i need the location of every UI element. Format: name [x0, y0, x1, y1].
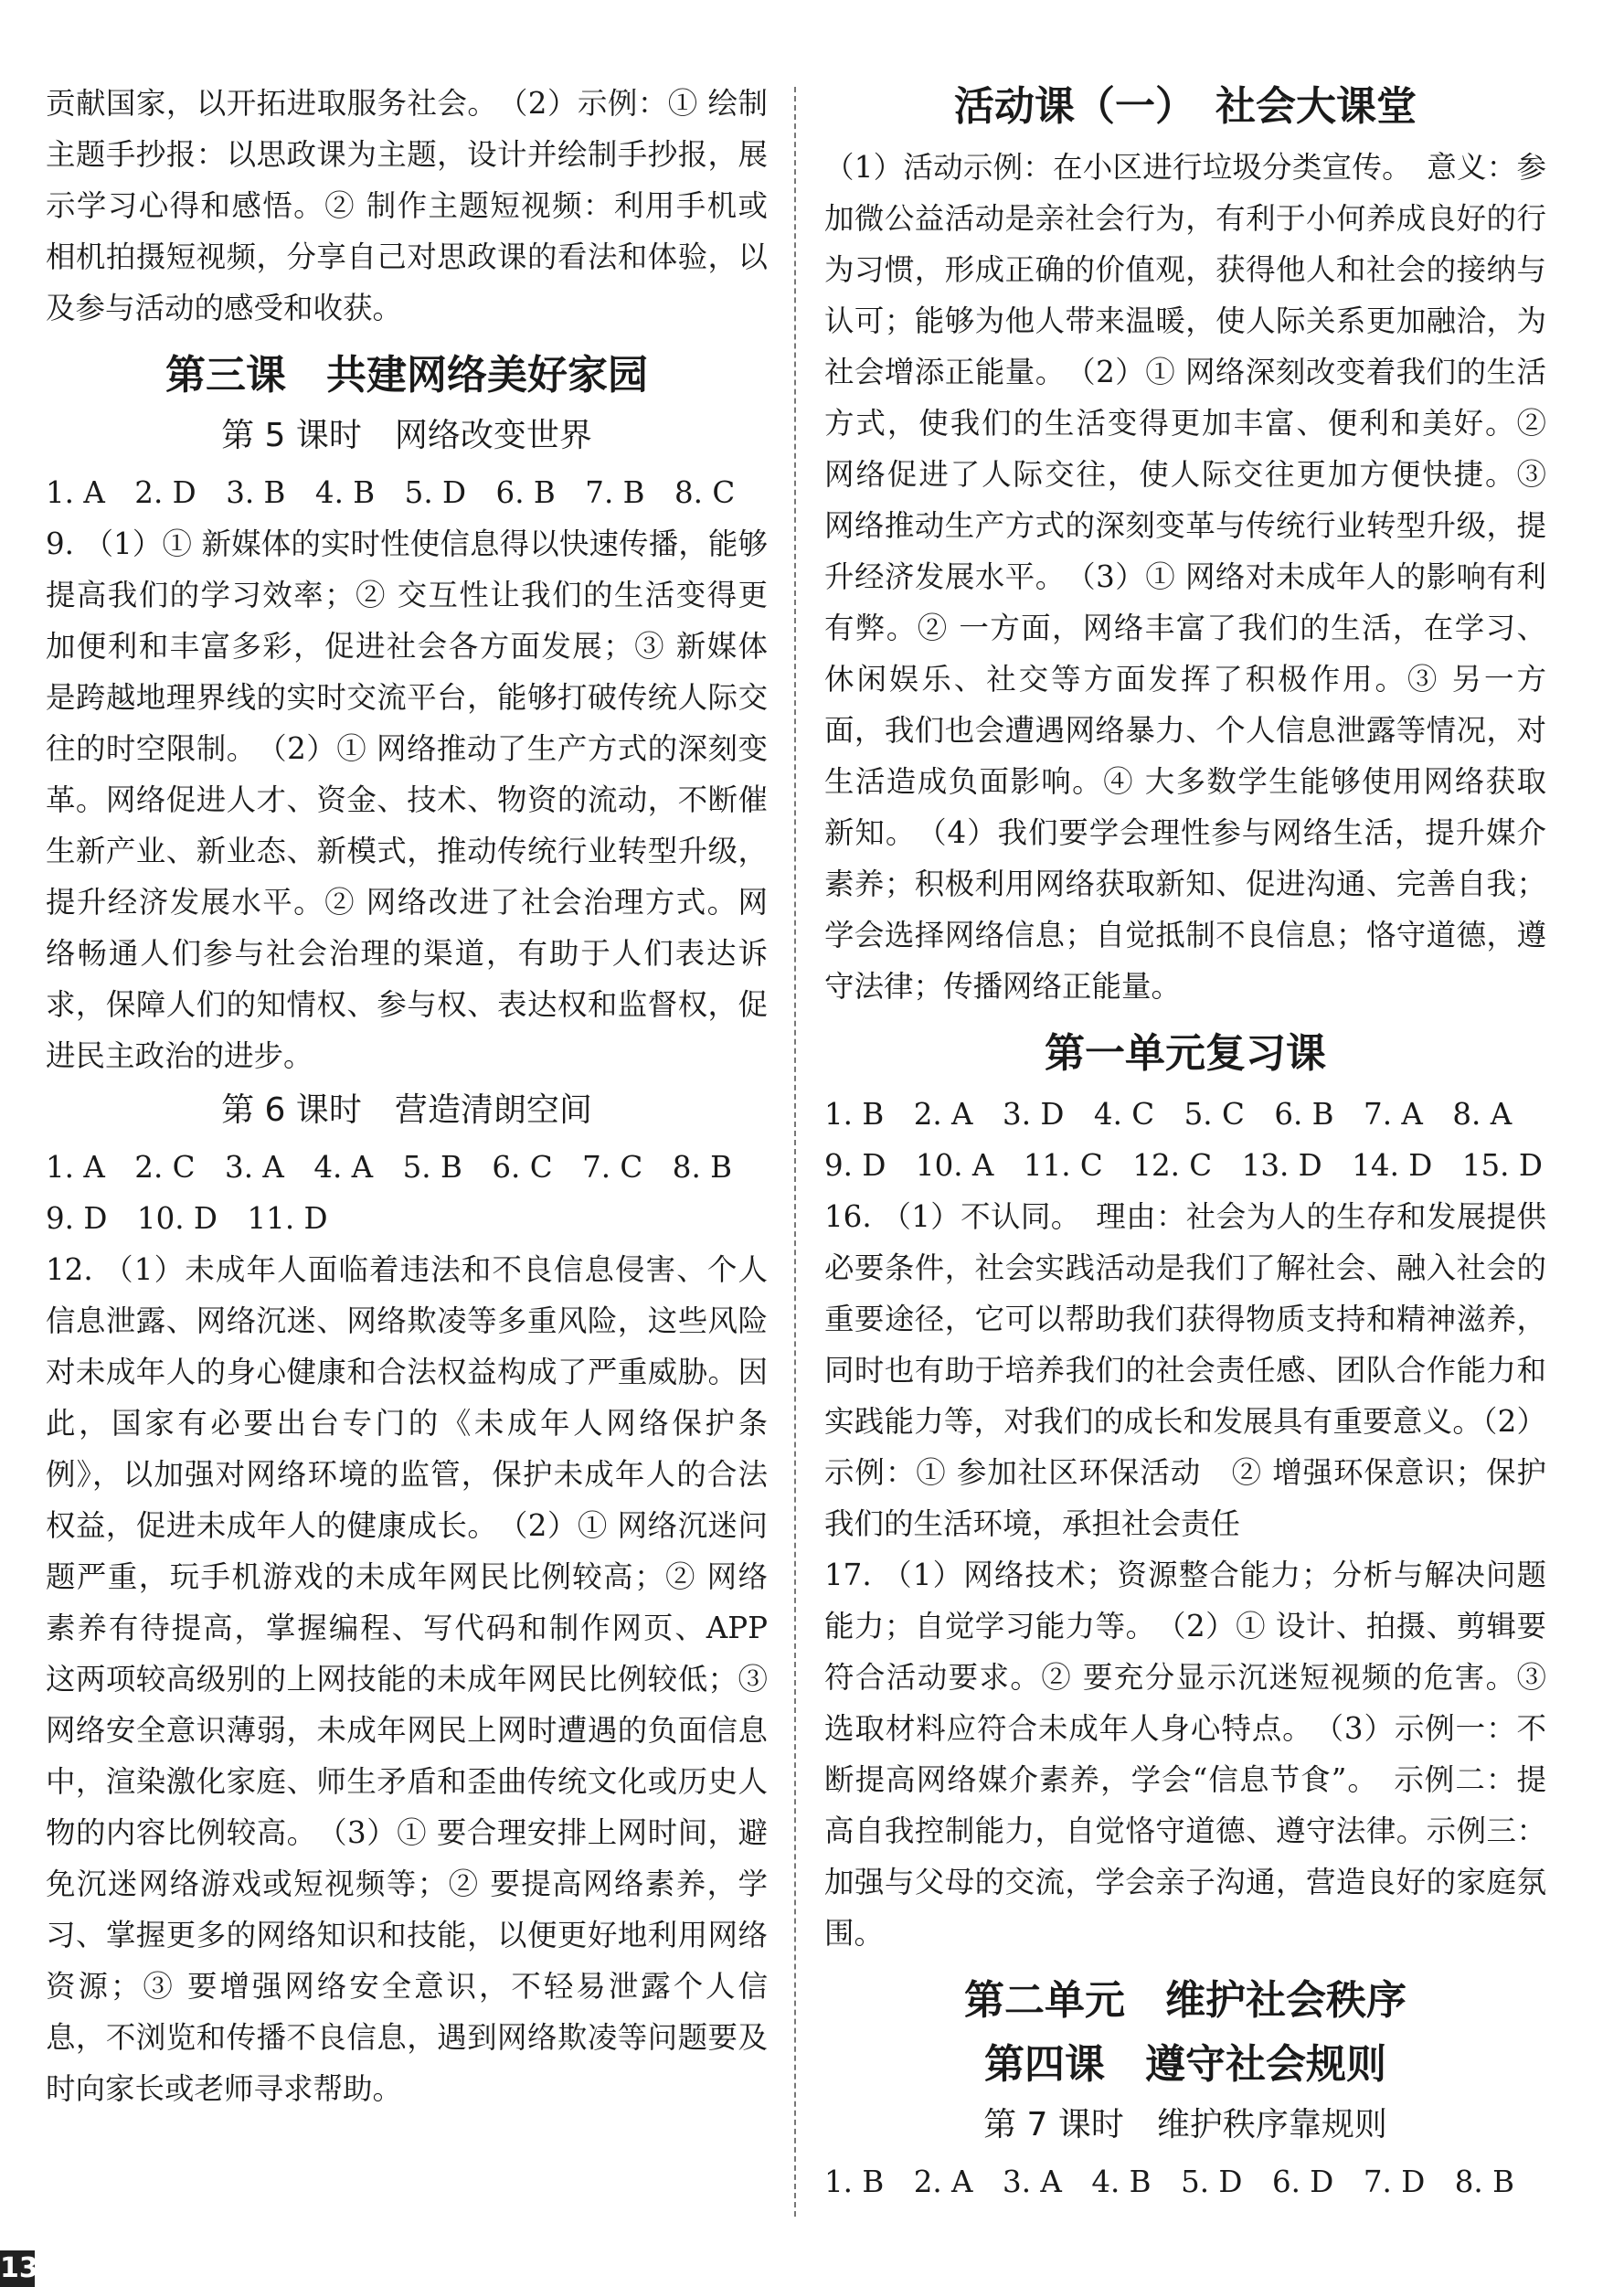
section5-q9: 9. （1）① 新媒体的实时性使信息得以快速传播，能够提高我们的学习效率；② 交互性让我们的生活变得更加便利和丰富多彩，促进社会各方面发展；③ 新媒体是跨越地理界线的实时交流平台，能够打破传统人际交往的时空限制。 （2）① 网络推动了生产方式的深刻变革。网络促进人才、资金、技术、物资的流动，不断催生新产业、新业态、新模式，推动传统行业转型升级，提升经济发展水平。② 网络改进了社会治理方式。网络畅通人们参与社会治理的渠道，有助于人们表达诉求，保障人们的知情权、参与权、表达权和监督权，促进民主政治的进步。: [46, 527, 768, 1073]
review-answers-row1: 1. B 2. A 3. D 4. C 5. C 6. B 7. A 8. A: [824, 1097, 1513, 1132]
left-column: [46, 78, 768, 2114]
lesson4-title: 第四课 遵守社会规则: [984, 2041, 1386, 2088]
unit2-title: 第二单元 维护社会秩序: [964, 1977, 1406, 2024]
section5-answers: 1. A 2. D 3. B 4. B 5. D 6. B 7. B 8. C: [46, 475, 736, 510]
page-number: 13: [0, 2250, 35, 2287]
review-answers-row2: 9. D 10. A 11. C 12. C 13. D 14. D 15. D: [824, 1148, 1543, 1183]
review-title: 第一单元复习课: [1045, 1030, 1326, 1077]
section7-answers: 1. B 2. A 3. A 4. B 5. D 6. D 7. D 8. B: [824, 2165, 1514, 2199]
lesson3-title: 第三课 共建网络美好家园: [165, 352, 648, 399]
review-q16: 16. （1）不认同。 理由：社会为人的生存和发展提供必要条件，社会实践活动是我们了解社会、融入社会的重要途径，它可以帮助我们获得物质支持和精神滋养，同时也有助于培养我们的社会责任感、团队合作能力和实践能力等，对我们的成长和发展具有重要意义。（2）示例：① 参加社区环保活动 ② 增强环保意识；保护我们的生活环境，承担社会责任: [824, 1199, 1546, 1541]
right-column: [824, 78, 1546, 2207]
section6-title: 第 6 课时 营造清朗空间: [221, 1091, 592, 1129]
activity-title: 活动课（一） 社会大课堂: [954, 83, 1417, 130]
activity-text: （1）活动示例：在小区进行垃圾分类宣传。 意义：参加微公益活动是亲社会行为，有利于小何养成良好的行为习惯，形成正确的价值观，获得他人和社会的接纳与认可；能够为他人带来温暖，使人际关系更加融洽，为社会增添正能量。 （2）① 网络深刻改变着我们的生活方式，使我们的生活变得更加丰富、便利和美好。② 网络促进了人际交往，使人际交往更加方便快捷。③ 网络推动生产方式的深刻变革与传统行业转型升级，提升经济发展水平。 （3）① 网络对未成年人的影响有利有弊。② 一方面，网络丰富了我们的生活，在学习、休闲娱乐、社交等方面发挥了积极作用。③ 另一方面，我们也会遭遇网络暴力、个人信息泄露等情况，对生活造成负面影响。④ 大多数学生能够使用网络获取新知。 （4）我们要学会理性参与网络生活，提升媒介素养；积极利用网络获取新知、促进沟通、完善自我；学会选择网络信息；自觉抵制不良信息；恪守道德，遵守法律；传播网络正能量。: [824, 150, 1546, 1004]
column-divider: [794, 87, 796, 2217]
section5-title: 第 5 课时 网络改变世界: [221, 417, 592, 454]
section6-answers-row2: 9. D 10. D 11. D: [46, 1201, 328, 1236]
review-q17: 17. （1）网络技术；资源整合能力；分析与解决问题能力；自觉学习能力等。 （2）① 设计、拍摄、剪辑要符合活动要求。② 要充分显示沉迷短视频的危害。③ 选取材料应符合未成年人身心特点。 （3）示例一：不断提高网络媒介素养，学会“信息节食”。 示例二：提高自我控制能力，自觉恪守道德、遵守法律。示例三：加强与父母的交流，学会亲子沟通，营造良好的家庭氛围。: [824, 1558, 1546, 1951]
section7-title: 第 7 课时 维护秩序靠规则: [983, 2106, 1387, 2143]
intro-paragraph: 贡献国家，以开拓进取服务社会。 （2）示例：① 绘制主题手抄报：以思政课为主题，设计并绘制手抄报，展示学习心得和感悟。② 制作主题短视频：利用手机或相机拍摄短视频，分享自己对思政课的看法和体验，以及参与活动的感受和收获。: [46, 86, 768, 325]
section6-answers-row1: 1. A 2. C 3. A 4. A 5. B 6. C 7. C 8. B: [46, 1150, 732, 1185]
section6-q12: 12. （1）未成年人面临着违法和不良信息侵害、个人信息泄露、网络沉迷、网络欺凌等多重风险，这些风险对未成年人的身心健康和合法权益构成了严重威胁。因此，国家有必要出台专门的《未成年人网络保护条例》，以加强对网络环境的监管，保护未成年人的合法权益，促进未成年人的健康成长。 （2）① 网络沉迷问题严重，玩手机游戏的未成年网民比例较高；② 网络素养有待提高，掌握编程、写代码和制作网页、APP 这两项较高级别的上网技能的未成年网民比例较低；③ 网络安全意识薄弱，未成年网民上网时遭遇的负面信息中，渲染激化家庭、师生矛盾和歪曲传统文化或历史人物的内容比例较高。 （3）① 要合理安排上网时间，避免沉迷网络游戏或短视频等；② 要提高网络素养，学习、掌握更多的网络知识和技能，以便更好地利用网络资源；③ 要增强网络安全意识，不轻易泄露个人信息，不浏览和传播不良信息，遇到网络欺凌等问题要及时向家长或老师寻求帮助。: [46, 1252, 768, 2106]
